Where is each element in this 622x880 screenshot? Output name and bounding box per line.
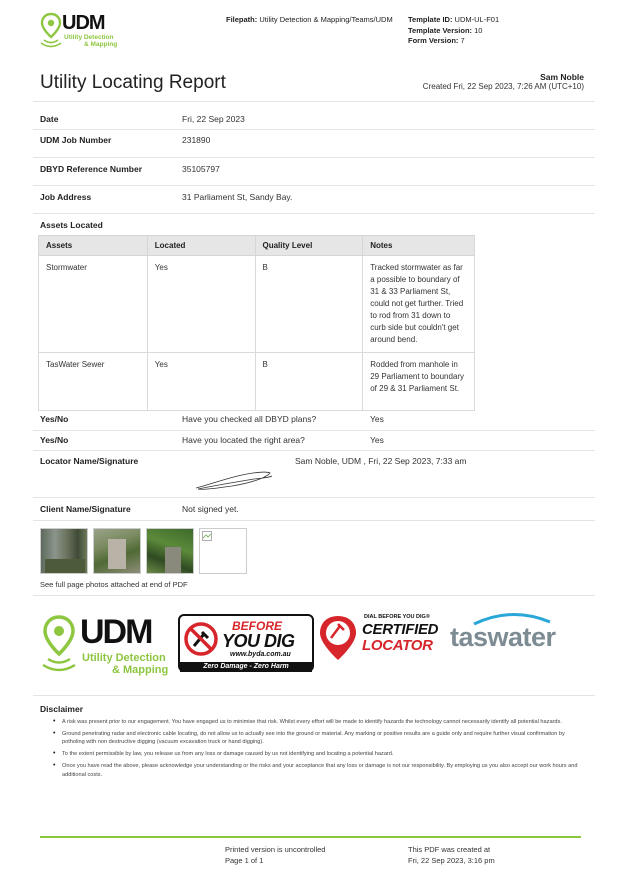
filepath-label: Filepath: — [226, 15, 258, 24]
form-version-value: 7 — [460, 36, 465, 45]
byda-url: www.byda.com.au — [230, 651, 291, 658]
disclaimer-title: Disclaimer — [40, 704, 83, 714]
disclaimer-list — [62, 718, 587, 782]
footer-left — [225, 845, 325, 866]
cell-located: Yes — [147, 256, 255, 353]
udm-logo-sub1: Utility Detection — [82, 652, 166, 664]
location-pin-icon — [40, 12, 62, 48]
cell-asset: TasWater Sewer — [39, 353, 148, 411]
udm-logo-large — [42, 614, 174, 676]
photos-caption: See full page photos attached at end of PDF — [40, 580, 188, 589]
check-question-2: Have you located the right area? — [182, 435, 305, 445]
broken-image-icon — [202, 531, 212, 541]
before-text: BEFORE — [232, 619, 283, 633]
cert-small-text: DIAL BEFORE YOU DIG® — [364, 614, 430, 620]
report-author: Sam Noble — [540, 72, 584, 82]
cert-locator-text: LOCATOR — [362, 637, 433, 654]
site-photo-2[interactable] — [93, 528, 141, 574]
assets-section-label: Assets Located — [40, 220, 103, 230]
form-version-label: Form Version: — [408, 36, 459, 45]
site-photo-3[interactable] — [146, 528, 194, 574]
filepath — [226, 15, 393, 26]
client-value: Not signed yet. — [182, 504, 239, 514]
template-meta — [408, 15, 499, 47]
divider — [33, 213, 595, 214]
template-id-label: Template ID: — [408, 15, 453, 24]
locator-label: Locator Name/Signature — [40, 456, 139, 466]
divider — [33, 595, 595, 596]
disclaimer-item: • A risk was present prior to our engagement. You have engaged us to minimise that risk. Whilst every effort will be made to identify hazards the technology cannot necessarily identify all potential hazards. — [62, 718, 587, 727]
divider — [33, 520, 595, 521]
company-subtitle-1: Utility Detection — [64, 34, 114, 41]
divider — [33, 450, 595, 451]
company-subtitle-2: & Mapping — [84, 41, 118, 48]
column-header-located: Located — [147, 236, 255, 256]
field-label-job-address: Job Address — [40, 192, 92, 202]
locator-value: Sam Noble, UDM , Fri, 22 Sep 2023, 7:33 am — [295, 456, 467, 466]
footer-rule — [40, 836, 581, 838]
footer-created-label: This PDF was created at — [408, 845, 491, 854]
column-header-assets: Assets — [39, 236, 148, 256]
assets-table — [38, 235, 475, 411]
byda-tagline: Zero Damage - Zero Harm — [180, 662, 312, 672]
table-row — [39, 256, 475, 353]
taswater-logo — [448, 610, 576, 660]
footer-uncontrolled: Printed version is uncontrolled — [225, 845, 326, 854]
footer-page-number: Page 1 of 1 — [225, 855, 264, 865]
cert-certified-text: CERTIFIED — [362, 621, 439, 638]
template-version-label: Template Version: — [408, 25, 473, 35]
divider — [33, 695, 595, 696]
certified-badge-icon — [318, 614, 358, 662]
cell-asset: Stormwater — [39, 256, 148, 353]
check-label-2: Yes/No — [40, 435, 69, 445]
template-version-value: 10 — [474, 25, 483, 35]
field-label-job-number: UDM Job Number — [40, 135, 112, 145]
report-created: Created Fri, 22 Sep 2023, 7:26 AM (UTC+10) — [422, 82, 584, 91]
header-logo — [40, 12, 120, 48]
udm-logo-text: UDM — [80, 613, 152, 651]
check-answer-1: Yes — [370, 414, 384, 424]
column-header-quality: Quality Level — [255, 236, 363, 256]
field-label-dbyd-ref: DBYD Reference Number — [40, 164, 143, 174]
field-value-date: Fri, 22 Sep 2023 — [182, 114, 245, 124]
divider — [33, 430, 595, 431]
cell-notes: Rodded from manhole in 29 Parliament to boundary of 29 & 31 Parliament St. — [363, 353, 475, 411]
disclaimer-item: • Once you have read the above, please acknowledge your understanding or the risks and your acceptance that any loss or damage is not our responsibility. By employing us you also accept our work hours and additional costs. — [62, 762, 587, 779]
divider — [33, 497, 595, 498]
footer-created-date: Fri, 22 Sep 2023, 3:16 pm — [408, 855, 495, 865]
signature-image — [194, 468, 278, 494]
table-row — [39, 353, 475, 411]
certified-locator-logo — [318, 612, 444, 664]
divider — [33, 101, 595, 102]
you-dig-text: YOU DIG — [222, 631, 295, 651]
divider — [33, 129, 595, 130]
table-header-row — [39, 236, 475, 256]
no-dig-icon — [184, 622, 218, 656]
check-answer-2: Yes — [370, 435, 384, 445]
cell-quality: B — [255, 353, 363, 411]
disclaimer-item: • To the extent permissible by law, you release us from any loss or damage caused by us not identifying and locating a potential hazard. — [62, 750, 587, 759]
client-label: Client Name/Signature — [40, 504, 131, 514]
udm-logo-sub2: & Mapping — [112, 664, 169, 676]
field-label-date: Date — [40, 114, 59, 124]
field-value-job-number: 231890 — [182, 135, 211, 145]
cell-notes: Tracked stormwater as far a possible to boundary of 31 & 33 Parliament St, could not get further. Tried to rod from 31 down to curb side but couldn't get around bend. — [363, 256, 475, 353]
page-title: Utility Locating Report — [40, 72, 226, 93]
column-header-notes: Notes — [363, 236, 475, 256]
taswater-text: taswater — [450, 622, 556, 652]
site-photo-4-broken[interactable] — [199, 528, 247, 574]
disclaimer-item: • Ground penetrating radar and electronic cable locating, do not allow us to actually see into the ground or material. Any marking or positive results are a guide only and require further visual confirmation by potholing with non destructive digging (vacuum excavation truck or hand digging). — [62, 730, 587, 747]
location-pin-icon — [42, 614, 76, 674]
cell-located: Yes — [147, 353, 255, 411]
site-photo-1[interactable] — [40, 528, 88, 574]
check-label-1: Yes/No — [40, 414, 69, 424]
template-id-value: UDM-UL-F01 — [454, 15, 500, 24]
cell-quality: B — [255, 256, 363, 353]
filepath-value: Utility Detection & Mapping/Teams/UDM — [259, 15, 393, 24]
divider — [33, 157, 595, 158]
check-question-1: Have you checked all DBYD plans? — [182, 414, 317, 424]
field-value-dbyd-ref: 35105797 — [182, 164, 220, 174]
company-logo-text: UDM — [62, 12, 105, 34]
divider — [33, 185, 595, 186]
footer-right — [408, 845, 495, 866]
field-value-job-address: 31 Parliament St, Sandy Bay. — [182, 192, 293, 202]
before-you-dig-logo — [178, 614, 314, 672]
